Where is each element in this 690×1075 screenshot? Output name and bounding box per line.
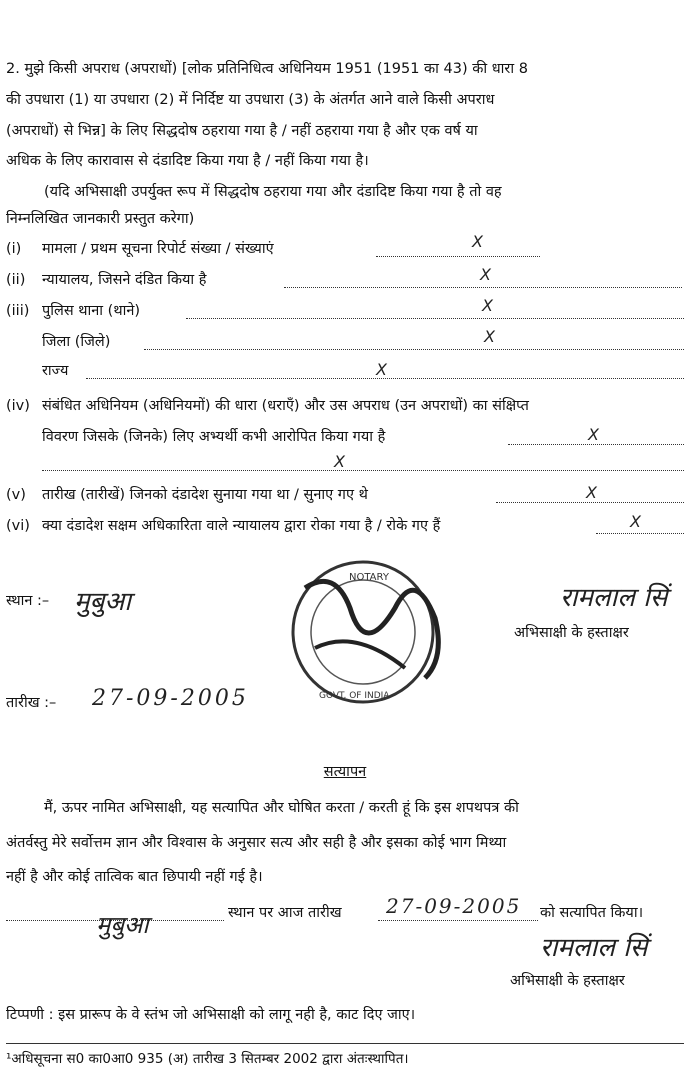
item-iv-blank2 bbox=[42, 470, 684, 471]
item-vi-blank bbox=[596, 533, 684, 534]
verification-line2: अंतर्वस्तु मेरे सर्वोत्तम ज्ञान और विश्वास के अनुसार सत्य और सही है और इसका कोई भाग मिथ्या bbox=[6, 835, 507, 851]
item-i-cross: X bbox=[472, 232, 483, 251]
item-iii-cross: X bbox=[482, 296, 493, 315]
item-ii-blank bbox=[284, 287, 682, 288]
item-i-number: (i) bbox=[6, 241, 22, 257]
item-iii-blank bbox=[186, 318, 684, 319]
footnote: ¹अधिसूचना स0 का0आ0 935 (अ) तारीख 3 सितम्बर 2002 द्वारा अंतःस्थापित। bbox=[6, 1051, 409, 1067]
item-vi-cross: X bbox=[630, 512, 641, 531]
stamp-scribble-2 bbox=[315, 641, 405, 668]
deponent-signature-caption: अभिसाक्षी के हस्ताक्षर bbox=[514, 625, 629, 641]
date-label: तारीख :– bbox=[6, 695, 57, 711]
verification-heading: सत्यापन bbox=[323, 764, 367, 780]
item-i-blank bbox=[376, 256, 540, 257]
place-handwriting: मुबुआ bbox=[74, 587, 131, 617]
verification-place-handwriting: मुबुआ bbox=[96, 911, 149, 939]
verification-date-handwriting: 27-09-2005 bbox=[386, 894, 522, 918]
item-vi-number: (vi) bbox=[6, 518, 30, 534]
item-v-blank bbox=[496, 502, 684, 503]
state-label: राज्य bbox=[42, 363, 69, 379]
verification-signature: रामलाल सिं bbox=[540, 933, 648, 963]
footnote-rule bbox=[6, 1043, 684, 1044]
district-cross: X bbox=[484, 327, 495, 346]
verification-line1: मैं, ऊपर नामित अभिसाक्षी, यह सत्यापित और घोषित करता / करती हूं कि इस शपथपत्र की bbox=[44, 800, 519, 816]
verification-signature-caption: अभिसाक्षी के हस्ताक्षर bbox=[510, 973, 625, 989]
item-v-number: (v) bbox=[6, 487, 26, 503]
deponent-signature: रामलाल सिं bbox=[560, 583, 668, 613]
verification-verified-text: को सत्यापित किया। bbox=[540, 905, 644, 921]
item-ii-label: न्यायालय, जिसने दंडित किया है bbox=[42, 272, 207, 288]
verification-line3: नहीं है और कोई तात्विक बात छिपायी नहीं गई है। bbox=[6, 869, 263, 885]
item-vi-label: क्या दंडादेश सक्षम अधिकारिता वाले न्यायालय द्वारा रोका गया है / रोके गए हैं bbox=[42, 518, 441, 534]
note-line1: (यदि अभिसाक्षी उपर्युक्त रूप में सिद्धदोष ठहराया गया और दंडादिष्ट किया गया है तो वह bbox=[44, 184, 502, 200]
item-iv-line2: विवरण जिसके (जिनके) लिए अभ्यर्थी कभी आरोपित किया गया है bbox=[42, 429, 386, 445]
para2-line3: (अपराधों) से भिन्न] के लिए सिद्धदोष ठहराया गया है / नहीं ठहराया गया है और एक वर्ष या bbox=[6, 123, 478, 139]
item-iv-line1: संबंधित अधिनियम (अधिनियमों) की धारा (धराएँ) और उस अपराध (उन अपराधों) का संक्षिप्त bbox=[42, 398, 529, 414]
stamp-bottom-text: GOVT. OF INDIA bbox=[319, 691, 390, 701]
item-i-label: मामला / प्रथम सूचना रिपोर्ट संख्या / संख्याएं bbox=[42, 241, 274, 257]
district-label: जिला (जिले) bbox=[42, 334, 111, 350]
item-iii-label: पुलिस थाना (थाने) bbox=[42, 303, 141, 319]
verification-place-text: स्थान पर आज तारीख bbox=[228, 905, 342, 921]
item-ii-number: (ii) bbox=[6, 272, 26, 288]
para2-line2: की उपधारा (1) या उपधारा (2) में निर्दिष्ट या उपधारा (3) के अंतर्गत आने वाले किसी अपराध bbox=[6, 92, 495, 108]
verification-date-blank bbox=[378, 920, 538, 921]
stamp-top-text: NOTARY bbox=[349, 572, 389, 583]
item-v-cross: X bbox=[586, 483, 597, 502]
item-iv-cross1: X bbox=[588, 425, 599, 444]
notary-stamp bbox=[255, 548, 475, 718]
note-line2: निम्नलिखित जानकारी प्रस्तुत करेगा) bbox=[6, 211, 195, 227]
state-cross: X bbox=[376, 360, 387, 379]
para2-line1: 2. मुझे किसी अपराध (अपराधों) [लोक प्रतिनिधित्व अधिनियम 1951 (1951 का 43) की धारा 8 bbox=[6, 61, 528, 77]
item-iv-blank1 bbox=[508, 444, 684, 445]
place-label: स्थान :– bbox=[6, 593, 50, 609]
item-v-label: तारीख (तारीखें) जिनको दंडादेश सुनाया गया था / सुनाए गए थे bbox=[42, 487, 368, 503]
item-ii-cross: X bbox=[480, 265, 491, 284]
item-iii-number: (iii) bbox=[6, 303, 30, 319]
para2-line4: अधिक के लिए कारावास से दंडादिष्ट किया गया है / नहीं किया गया है। bbox=[6, 153, 369, 169]
remark-note: टिप्पणी : इस प्रारूप के वे स्तंभ जो अभिसाक्षी को लागू नही है, काट दिए जाए। bbox=[6, 1007, 416, 1023]
district-blank bbox=[144, 349, 684, 350]
date-handwriting: 27-09-2005 bbox=[92, 686, 249, 711]
item-iv-number: (iv) bbox=[6, 398, 30, 414]
item-iv-cross2: X bbox=[334, 452, 345, 471]
